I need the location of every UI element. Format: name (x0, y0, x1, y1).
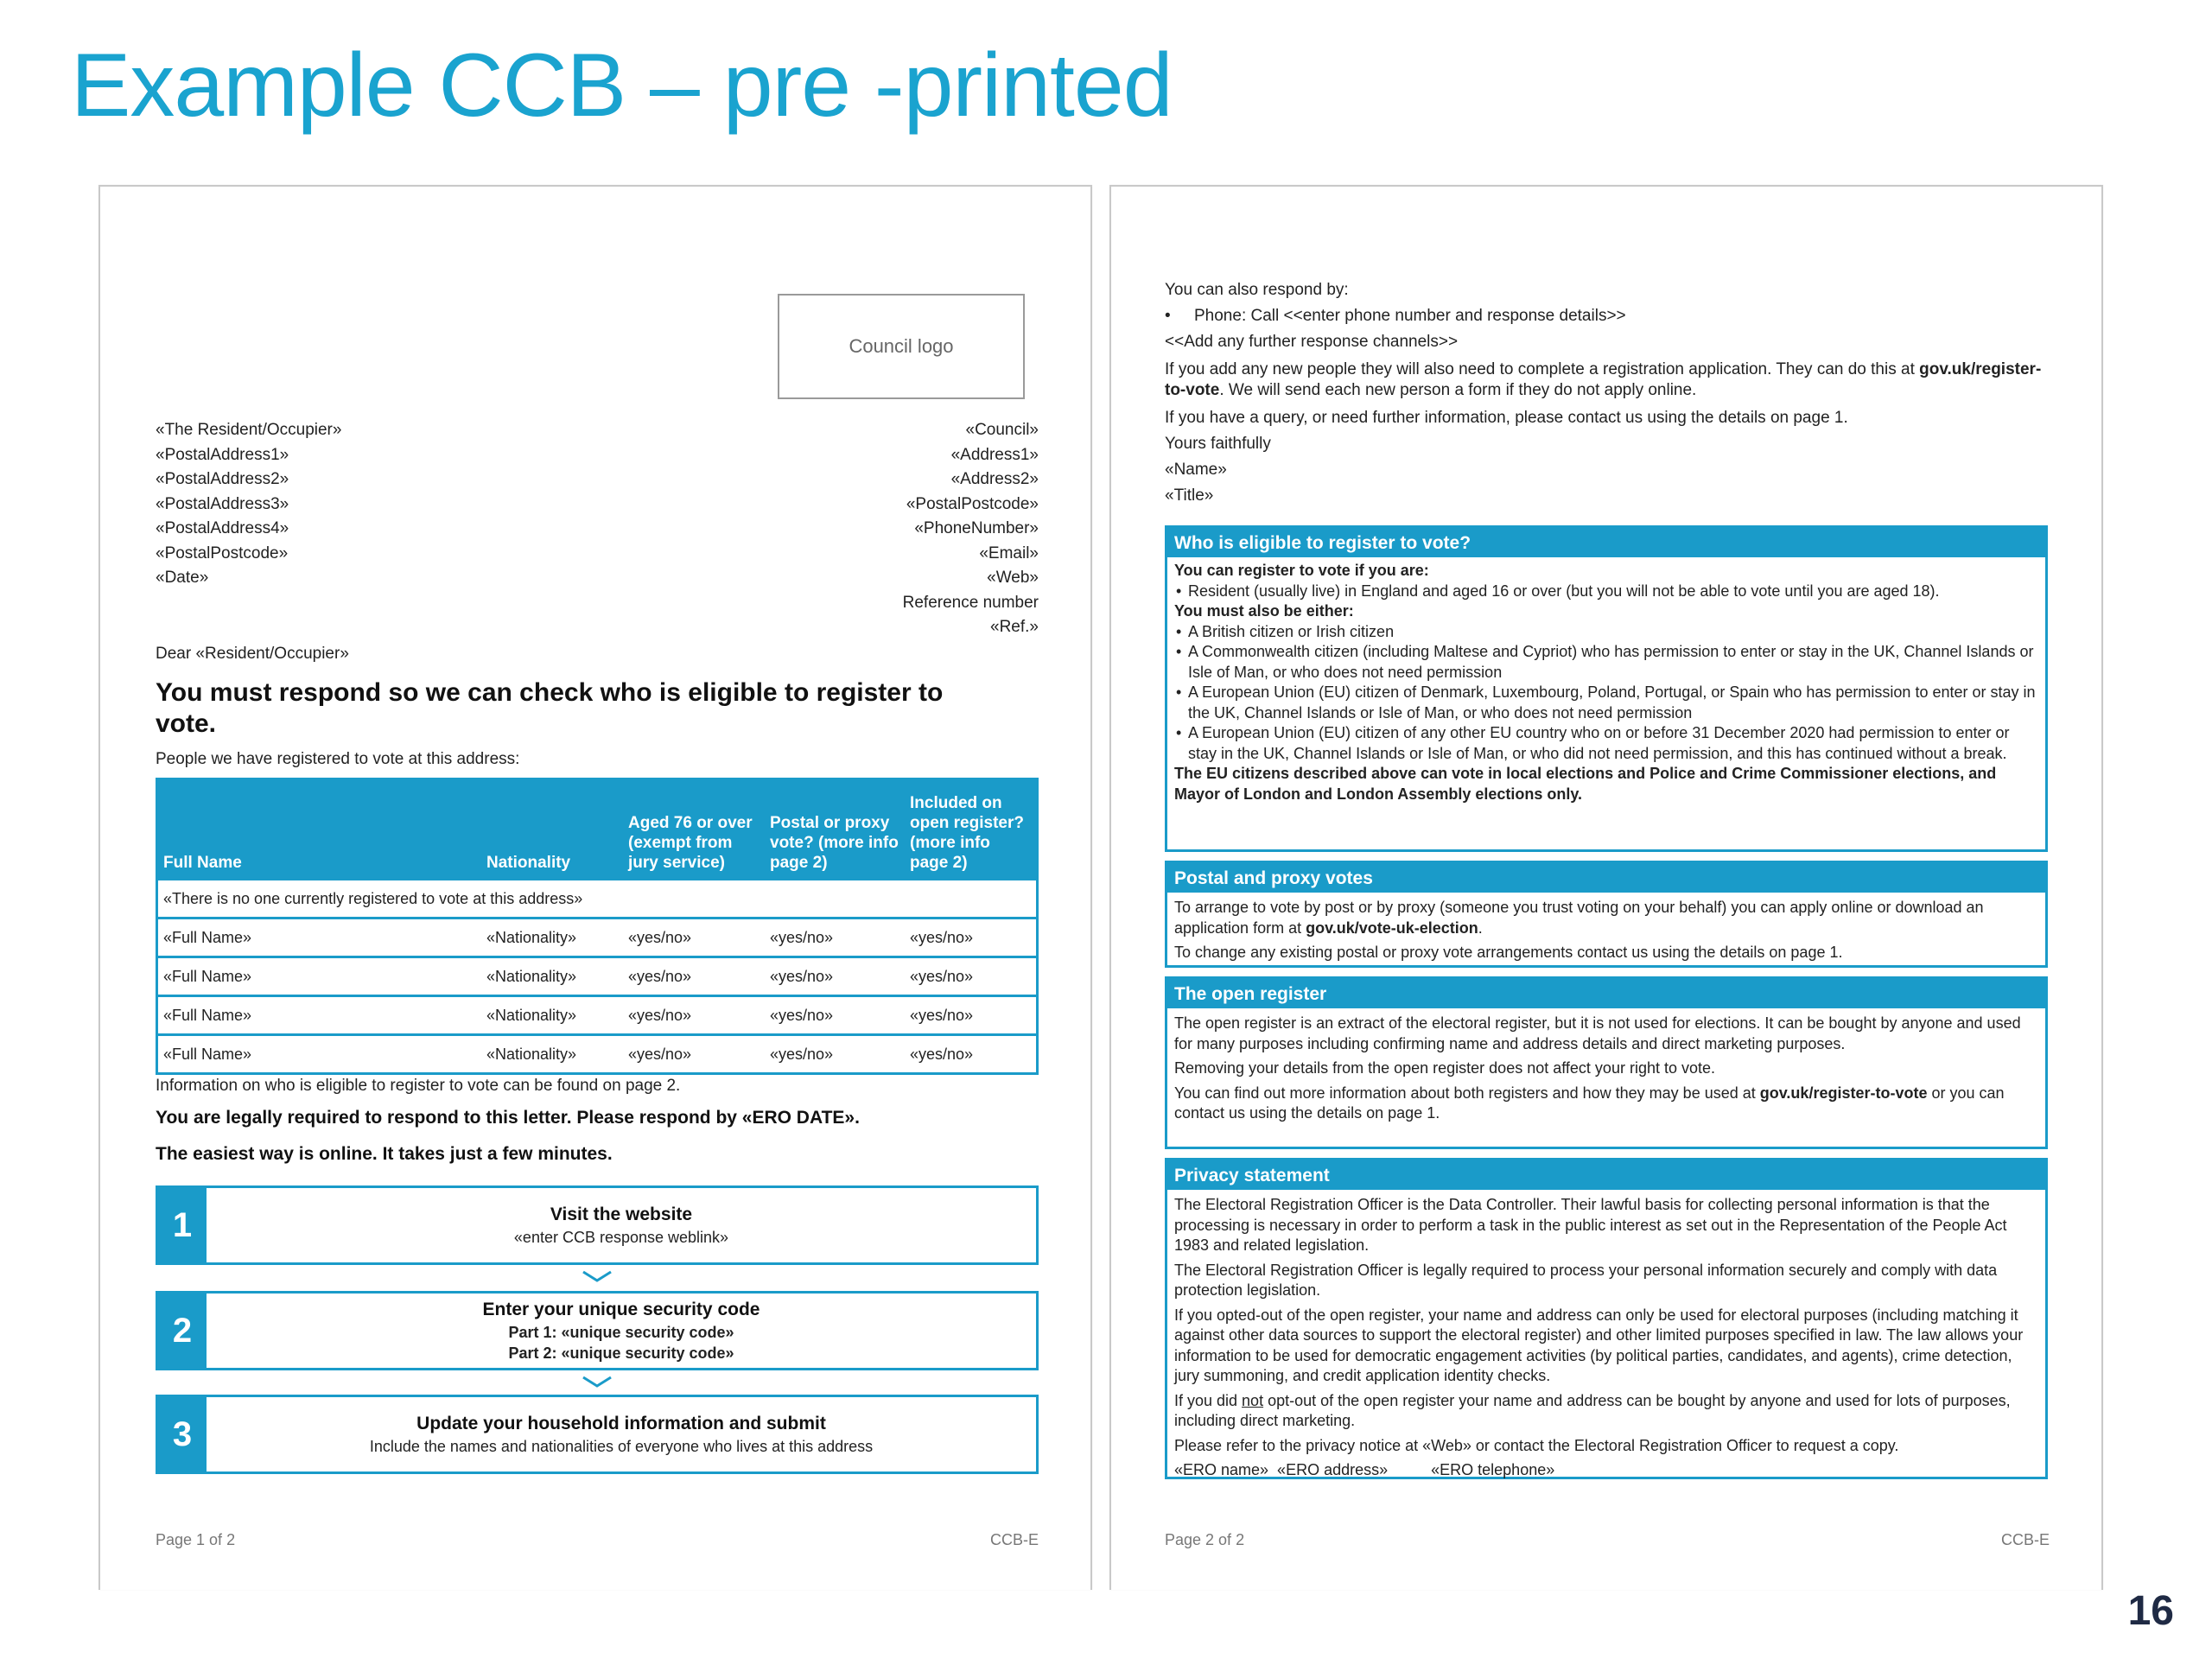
cell-full-name: «Full Name» (157, 957, 482, 996)
table-row (157, 880, 1038, 918)
ero-contact-line: «ERO name» «ERO address» «ERO telephone» (1174, 1461, 1555, 1478)
cell-aged-76: «yes/no» (623, 1035, 765, 1074)
table-row (157, 918, 1038, 957)
resident-item: • Resident (usually live) in England and aged 16 or over (but you will not be able to vote until you are aged 18). (1174, 582, 2038, 602)
registered-people-table (156, 778, 1039, 1075)
letter-page-1 (99, 185, 1092, 1590)
cell-nationality: «Nationality» (481, 996, 623, 1035)
box-header: The open register (1167, 979, 2045, 1008)
step-2-box (156, 1291, 1039, 1370)
signatory-title: «Title» (1165, 486, 1214, 505)
open-register-paragraph: The open register is an extract of the electoral register, but it is not used for elections. It can be bought by anyone and used for many purposes including confirming name and address details and direct marketing purposes. (1174, 1014, 2021, 1052)
open-register-text: You can find out more information about both registers and how they may be used at (1174, 1084, 1756, 1102)
cell-postal-proxy: «yes/no» (765, 996, 905, 1035)
online-easiest-line: The easiest way is online. It takes just a few minutes. (156, 1144, 613, 1164)
eligibility-box (1165, 525, 2048, 852)
list-item: • A British citizen or Irish citizen (1174, 622, 2038, 643)
cell-open-register: «yes/no» (905, 957, 1038, 996)
address-line: «PostalAddress2» (156, 470, 289, 488)
legal-requirement-line: You are legally required to respond to this letter. Please respond by «ERO DATE». (156, 1108, 860, 1128)
postal-text-end: . (1478, 918, 1483, 937)
address-line: «Council» (965, 421, 1039, 439)
address-line: «Web» (987, 569, 1039, 587)
postal-paragraph (1174, 898, 2038, 938)
further-channels: <<Add any further response channels>> (1165, 333, 1459, 351)
step-description: Include the names and nationalities of everyone who lives at this address (369, 1438, 874, 1455)
column-header: Aged 76 or over (exempt from jury service) (623, 779, 765, 880)
list-item: • A Commonwealth citizen (including Maltese and Cypriot) who has permission to enter or stay in the UK, Channel Islands or Isle of Man, or who does not need permission (1174, 642, 2038, 683)
new-people-text: If you add any new people they will also need to complete a registration application. They can do this at (1165, 360, 1915, 378)
eu-note: The EU citizens described above can vote in local elections and Police and Crime Commissioner elections, and Mayor of London and London Assembly elections only. (1174, 765, 1997, 803)
cell-nationality: «Nationality» (481, 957, 623, 996)
open-register-text-end: or you can contact us using the details on page 1. (1174, 1084, 2005, 1122)
address-line: «PostalPostcode» (156, 543, 289, 563)
phone-text: Phone: Call <<enter phone number and response details>> (1194, 307, 1626, 325)
chevron-down-icon (580, 1268, 614, 1286)
step-number: 2 (158, 1294, 207, 1368)
cell-open-register: «yes/no» (905, 1035, 1038, 1074)
list-item: • A European Union (EU) citizen of any other EU country who on or before 31 December 2020 had permission to enter or stay in the UK, Channel Islands or Isle of Man, or who did not need permission, and this has continued without a break. (1174, 723, 2038, 764)
address-line: «The Resident/Occupier» (156, 421, 342, 439)
table-row (157, 996, 1038, 1035)
page-footer-right: CCB-E (989, 1531, 1039, 1548)
column-header: Full Name (157, 779, 482, 880)
cell-aged-76: «yes/no» (623, 918, 765, 957)
step-code-part-2: Part 2: «unique security code» (508, 1344, 734, 1362)
box-header: Privacy statement (1167, 1160, 2045, 1190)
cell-nationality: «Nationality» (481, 918, 623, 957)
privacy-paragraph: The Electoral Registration Officer is the Data Controller. Their lawful basis for collecting personal information is that the processing is necessary in order to perform a task in the public interest as set out in the Representation of the People Act 1983 and related legislation. (1174, 1196, 2007, 1254)
privacy-paragraph (1174, 1391, 2038, 1432)
table-row (157, 957, 1038, 996)
step-weblink: «enter CCB response weblink» (513, 1229, 729, 1246)
register-link[interactable]: gov.uk/register-to-vote (1165, 360, 2042, 399)
also-respond-label: You can also respond by: (1165, 281, 1349, 299)
can-register-label: You can register to vote if you are: (1174, 562, 1429, 579)
column-header: Included on open register? (more info page 2) (905, 779, 1038, 880)
reference-label: Reference number (902, 593, 1039, 612)
address-line: «PostalAddress3» (156, 494, 289, 513)
step-number: 1 (158, 1188, 207, 1262)
query-line: If you have a query, or need further information, please contact us using the details on page 1. (1165, 409, 1848, 427)
phone-response-line: • Phone: Call <<enter phone number and response details>> (1165, 307, 1626, 325)
open-register-box (1165, 976, 2048, 1149)
signatory-name: «Name» (1165, 461, 1227, 479)
must-be-label: You must also be either: (1174, 602, 1354, 620)
new-people-paragraph (1165, 359, 2046, 401)
address-line: «Address2» (950, 470, 1039, 488)
council-logo-placeholder: Council logo (778, 294, 1025, 399)
step-title: Update your household information and submit (416, 1414, 826, 1433)
cell-open-register: «yes/no» (905, 918, 1038, 957)
privacy-paragraph: The Electoral Registration Officer is legally required to process your personal information securely and comply with data protection legislation. (1174, 1261, 1998, 1299)
step-title: Visit the website (550, 1205, 693, 1224)
page-footer-right: CCB-E (2000, 1531, 2050, 1548)
chevron-down-icon (580, 1374, 614, 1391)
privacy-text-underlined: not (1242, 1391, 1264, 1409)
step-code-part-1: Part 1: «unique security code» (508, 1324, 734, 1341)
page-footer-left: Page 2 of 2 (1165, 1531, 1245, 1548)
address-line: «PhoneNumber» (914, 519, 1039, 537)
table-row (157, 1035, 1038, 1074)
new-people-text-end: . We will send each new person a form if they do not apply online. (1219, 381, 1697, 399)
date-field: «Date» (156, 569, 209, 587)
page-footer-left: Page 1 of 2 (156, 1531, 236, 1548)
empty-notice: «There is no one currently registered to vote at this address» (157, 880, 1038, 918)
people-intro: People we have registered to vote at this address: (156, 750, 520, 768)
step-number: 3 (158, 1397, 207, 1471)
step-1-box (156, 1185, 1039, 1265)
address-line: «PostalPostcode» (906, 494, 1039, 513)
reference-value: «Ref.» (990, 618, 1039, 636)
cell-nationality: «Nationality» (481, 1035, 623, 1074)
address-line: «PostalAddress1» (156, 445, 289, 464)
privacy-paragraph: Please refer to the privacy notice at «Web» or contact the Electoral Registration Officer to request a copy. (1174, 1436, 1899, 1454)
slide-title: Example CCB – pre -printed (71, 35, 1173, 136)
sign-off: Yours faithfully (1165, 435, 1271, 453)
cell-postal-proxy: «yes/no» (765, 918, 905, 957)
privacy-text: opt-out of the open register your name and address can be bought by anyone and used for lots of purposes, including direct marketing. (1174, 1391, 2011, 1429)
slide-number: 16 (2127, 1588, 2174, 1634)
list-item: • A European Union (EU) citizen of Denmark, Luxembourg, Poland, Portugal, or Spain who has permission to enter or stay in the UK, Channel Islands or Isle of Man, or who does not need permission (1174, 683, 2038, 723)
cell-open-register: «yes/no» (905, 996, 1038, 1035)
letter-page-2 (1109, 185, 2103, 1590)
box-header: Postal and proxy votes (1167, 863, 2045, 893)
step-title: Enter your unique security code (482, 1300, 760, 1319)
sender-address (903, 418, 1039, 640)
column-header: Nationality (481, 779, 623, 880)
letter-headline: You must respond so we can check who is eligible to register to vote. (156, 678, 944, 738)
open-register-paragraph: Removing your details from the open register does not affect your right to vote. (1174, 1059, 1716, 1077)
vote-election-link[interactable]: gov.uk/vote-uk-election (1306, 918, 1478, 937)
salutation: Dear «Resident/Occupier» (156, 645, 349, 663)
privacy-text: If you did (1174, 1391, 1243, 1409)
cell-postal-proxy: «yes/no» (765, 1035, 905, 1074)
postal-proxy-box (1165, 861, 2048, 968)
cell-full-name: «Full Name» (157, 996, 482, 1035)
step-3-box (156, 1395, 1039, 1474)
cell-full-name: «Full Name» (157, 1035, 482, 1074)
cell-aged-76: «yes/no» (623, 957, 765, 996)
privacy-paragraph: If you opted-out of the open register, your name and address can only be used for electoral purposes (including matching it against other data sources to support the electoral register) and other limited purposes specified in law. The law allows your information to be used for democratic engagement activities (by political parties, candidates, and agents), crime detection, jury summoning, and credit application identity checks. (1174, 1306, 2024, 1384)
cell-full-name: «Full Name» (157, 918, 482, 957)
box-header: Who is eligible to register to vote? (1167, 528, 2045, 557)
privacy-box (1165, 1158, 2048, 1479)
register-link[interactable]: gov.uk/register-to-vote (1759, 1084, 1928, 1102)
column-header: Postal or proxy vote? (more info page 2) (765, 779, 905, 880)
postal-text: To arrange to vote by post or by proxy (someone you trust voting on your behalf) you can apply online or download an application form at (1174, 899, 1984, 937)
cell-postal-proxy: «yes/no» (765, 957, 905, 996)
cell-aged-76: «yes/no» (623, 996, 765, 1035)
open-register-paragraph (1174, 1084, 2038, 1124)
address-line: «PostalAddress4» (156, 519, 289, 537)
address-line: «Email» (979, 543, 1039, 563)
recipient-address (156, 418, 341, 591)
eligibility-info-line: Information on who is eligible to register to vote can be found on page 2. (156, 1077, 681, 1095)
postal-change-paragraph: To change any existing postal or proxy vote arrangements contact us using the details on page 1. (1174, 944, 1843, 961)
address-line: «Address1» (950, 445, 1039, 464)
